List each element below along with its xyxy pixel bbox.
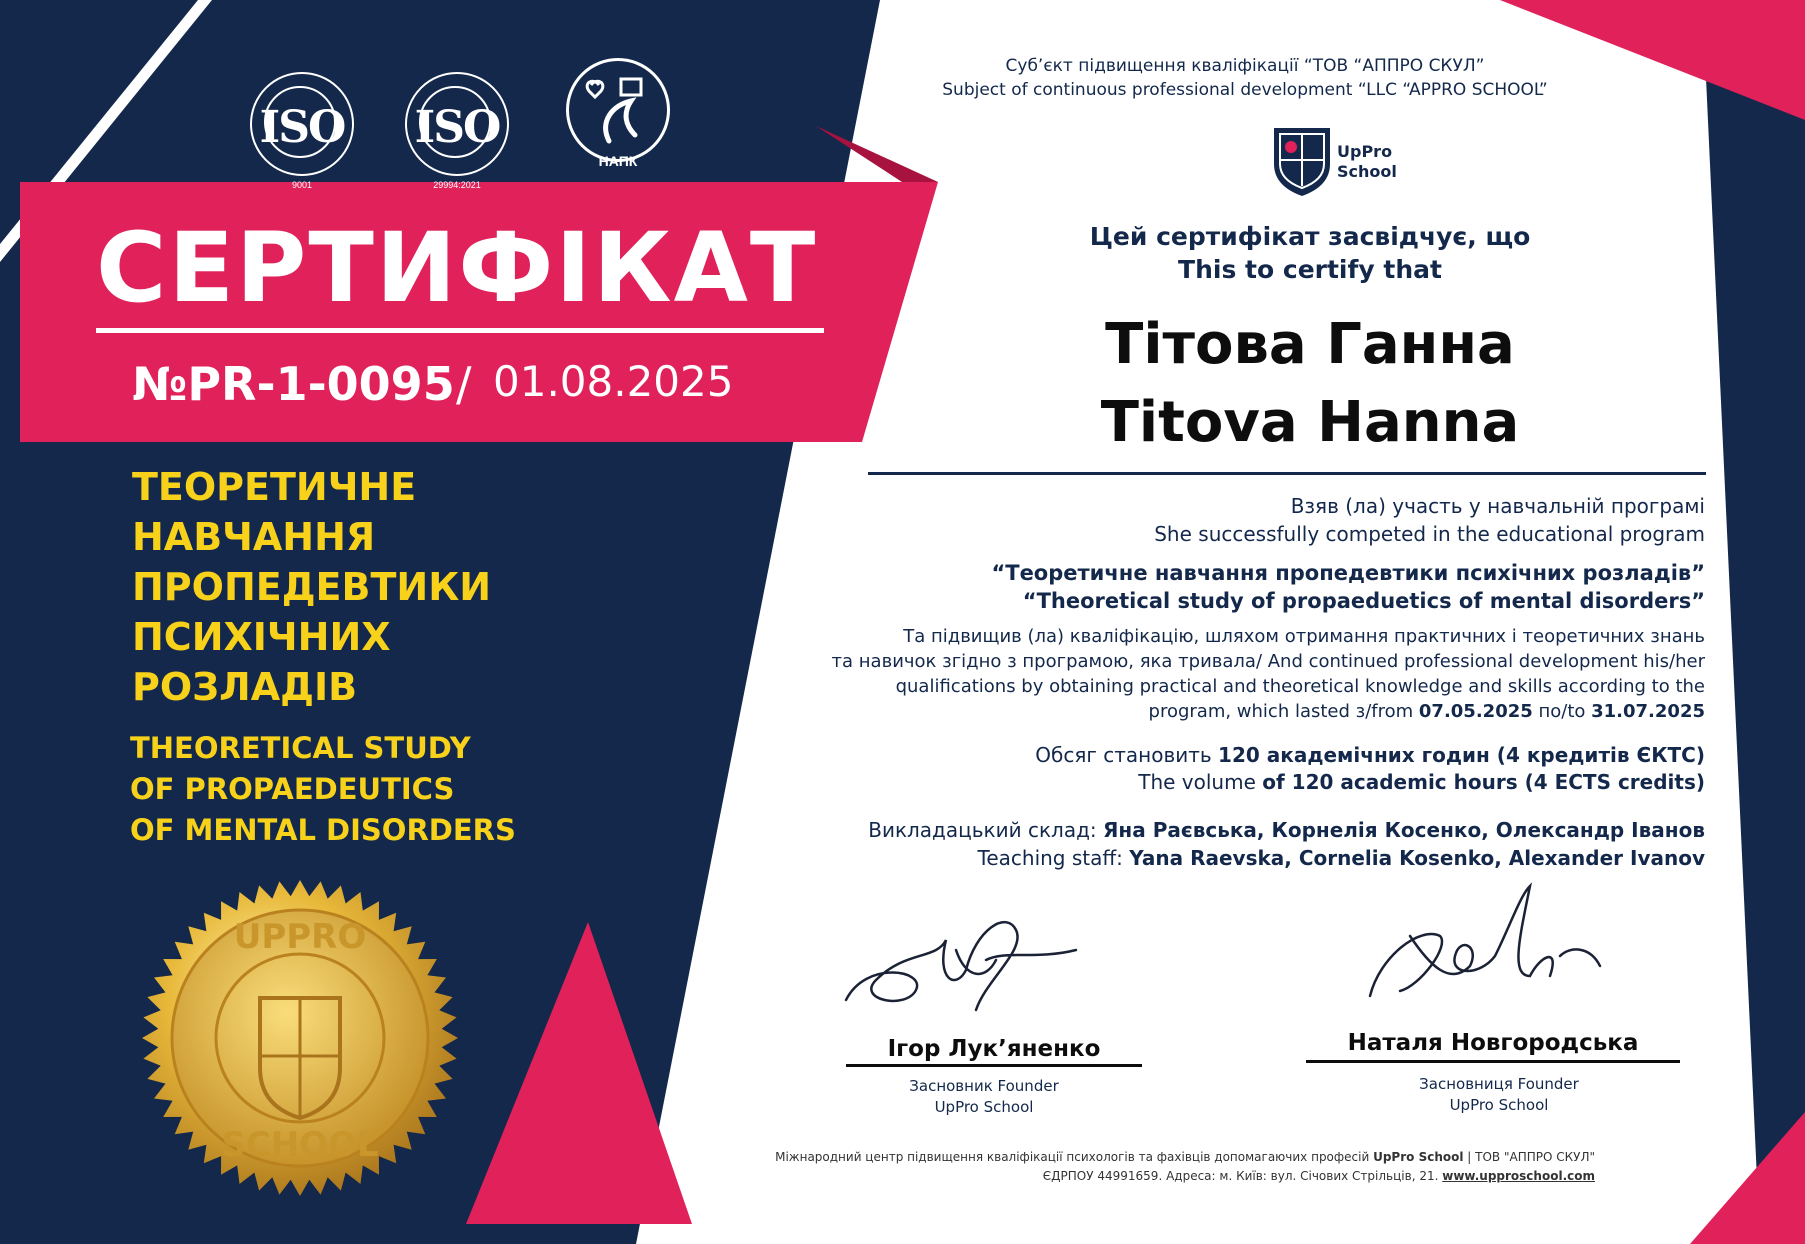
volume-ua-prefix: Обсяг становить [1035, 743, 1219, 767]
participation-ua: Взяв (ла) участь у навчальній програмі [1290, 494, 1705, 518]
seal-bottom-text: SCHOOL [221, 1125, 379, 1165]
program-name-en: “Theoretical study of propaeduetics of mental disorders” [1022, 589, 1705, 613]
signature-line-right [1306, 1060, 1680, 1063]
description-line4-prefix: program, which lasted з/from [1148, 701, 1419, 722]
crimson-bottom-right-triangle [1690, 1112, 1805, 1244]
iso-29994-logo [405, 72, 509, 190]
certify-ua: Цей сертифікат засвідчує, що [1089, 222, 1531, 251]
description-line4-mid: по/to [1532, 701, 1592, 722]
name-underline [868, 472, 1706, 475]
date-to: 31.07.2025 [1591, 701, 1705, 722]
seal-top-text: UPPRO [233, 917, 367, 957]
signature-left-icon [836, 890, 1086, 1030]
issuer-ua: Суб’єкт підвищення кваліфікації “ТОВ “АППРО СКУЛ” [1005, 56, 1485, 76]
heart-person-book-icon [569, 61, 667, 159]
certificate-title: СЕРТИФІКАТ [96, 212, 818, 324]
footer-line1 [775, 1150, 1595, 1164]
signer-left-name: Ігор Лук’яненко [887, 1036, 1101, 1062]
volume-en [1138, 770, 1705, 794]
signer-left-role2: UpPro School [934, 1098, 1034, 1116]
iso-word: ISO [414, 102, 500, 153]
iso-word: ISO [259, 102, 345, 153]
signer-left-role [846, 1076, 1122, 1118]
footer-school: UpPro School [1373, 1150, 1464, 1164]
description-line4 [1149, 701, 1705, 722]
program-title-en: THEORETICAL STUDY OF PROPAEDEUTICS OF MENTAL DISORDERS [130, 731, 516, 847]
staff-ua-names: Яна Раєвська, Корнелія Косенко, Олександр Іванов [1103, 818, 1705, 842]
certificate-date: 01.08.2025 [493, 357, 734, 406]
shield-icon [1270, 124, 1334, 198]
volume-ua [1035, 743, 1705, 767]
volume-en-prefix: The volume [1138, 770, 1263, 794]
staff-en-names: Yana Raevska, Cornelia Kosenko, Alexander Ivanov [1129, 846, 1705, 870]
volume-en-hours: of 120 academic hours (4 ECTS credits) [1262, 770, 1705, 794]
uppro-logo-text [1337, 142, 1397, 182]
staff-en [978, 846, 1705, 870]
description-line2: та навичок згідно з програмою, яка тривала/ And continued professional development his/her [831, 651, 1705, 672]
program-title-ua: ТЕОРЕТИЧНЕ НАВЧАННЯ ПРОПЕДЕВТИКИ ПСИХІЧНИХ РОЗЛАДІВ [132, 465, 492, 709]
certificate-number: №PR-1-0095 [132, 357, 455, 411]
signer-right-role [1356, 1074, 1642, 1116]
volume-ua-hours: 120 академічних годин (4 кредитів ЄКТС) [1218, 743, 1705, 767]
iso-9001-logo [250, 72, 354, 190]
iso-standard: 29994:2021 [433, 180, 481, 190]
napk-logo [566, 58, 670, 169]
footer-line1-suffix: | ТОВ "АППРО СКУЛ" [1463, 1150, 1595, 1164]
staff-ua-prefix: Викладацький склад: [868, 818, 1104, 842]
date-from: 07.05.2025 [1418, 701, 1533, 722]
gold-seal-icon [140, 878, 460, 1198]
navy-right-strip [1706, 22, 1805, 1244]
signer-right-role2: UpPro School [1449, 1096, 1549, 1114]
signature-line-left [846, 1064, 1142, 1067]
banner-underline [96, 328, 824, 333]
participation-en: She successfully competed in the educational program [1154, 522, 1705, 546]
signer-left-role1: Засновник Founder [909, 1077, 1059, 1095]
iso-standard: 9001 [291, 180, 313, 190]
recipient-name-en: Titova Hanna [1100, 390, 1520, 455]
program-name-ua: “Теоретичне навчання пропедевтики психічних розладів” [991, 561, 1705, 585]
issuer-en: Subject of continuous professional development “LLC “APPRO SCHOOL” [942, 80, 1548, 100]
certify-en: This to certify that [1178, 255, 1442, 284]
signature-right-icon [1360, 876, 1610, 1026]
description-line1: Та підвищив (ла) кваліфікацію, шляхом отримання практичних і теоретичних знань [903, 626, 1705, 647]
staff-en-prefix: Teaching staff: [977, 846, 1130, 870]
recipient-name-ua: Тітова Ганна [1105, 312, 1515, 377]
signer-right-name: Наталя Новгородська [1347, 1030, 1639, 1056]
footer-address: ЄДРПОУ 44991659. Адреса: м. Київ: вул. Січових Стрільців, 21. [1042, 1169, 1443, 1183]
footer-line2 [1043, 1169, 1595, 1183]
uppro-line2: School [1337, 162, 1397, 181]
description-line3: qualifications by obtaining practical and theoretical knowledge and skills according to the [895, 676, 1705, 697]
napk-label: НАПК [598, 153, 638, 169]
signer-right-role1: Засновниця Founder [1419, 1075, 1579, 1093]
certificate-separator: / [456, 357, 472, 411]
uppro-line1: UpPro [1337, 142, 1393, 161]
staff-ua [868, 818, 1705, 842]
footer-line1-prefix: Міжнародний центр підвищення кваліфікації психологів та фахівців допомагаючих професій [775, 1150, 1374, 1164]
website-link[interactable]: www.upproschool.com [1442, 1169, 1595, 1183]
